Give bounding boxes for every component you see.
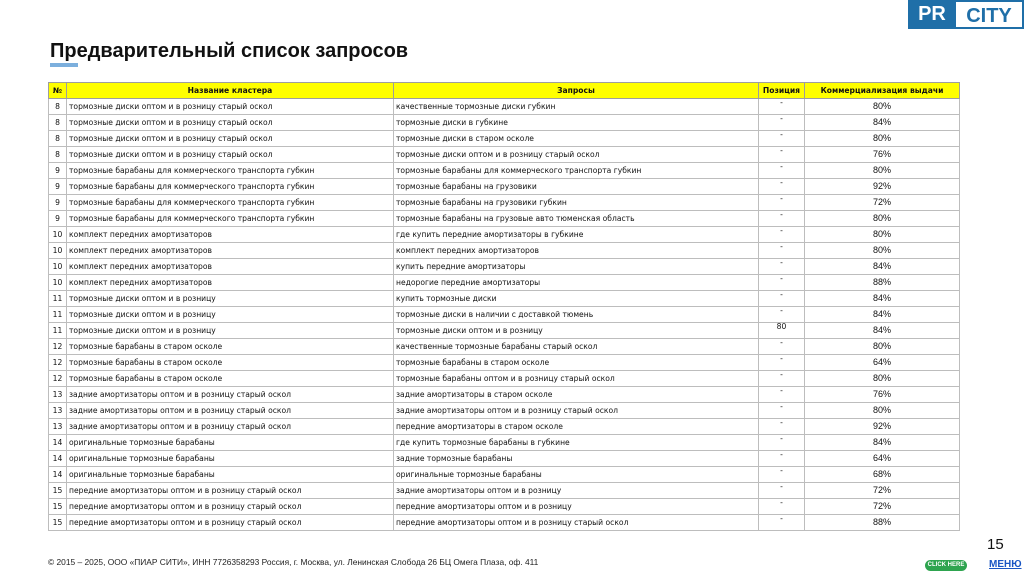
position-text: -	[780, 162, 783, 171]
row-number: 14	[49, 451, 67, 467]
position-text: -	[780, 210, 783, 219]
query-text: качественные тормозные диски губкин	[394, 99, 759, 115]
table-row	[49, 323, 960, 339]
commercialization-value: 72%	[805, 195, 960, 211]
position-value	[759, 131, 805, 147]
query-text: тормозные барабаны на грузовики губкин	[394, 195, 759, 211]
commercialization-value: 84%	[805, 307, 960, 323]
table-row	[49, 467, 960, 483]
position-text: -	[780, 450, 783, 459]
position-text: -	[780, 242, 783, 251]
commercialization-value: 84%	[805, 115, 960, 131]
position-text: 80	[776, 322, 787, 331]
query-text: тормозные барабаны оптом и в розницу старый оскол	[394, 371, 759, 387]
row-number: 15	[49, 515, 67, 531]
row-number: 10	[49, 227, 67, 243]
table-row	[49, 163, 960, 179]
position-value	[759, 99, 805, 115]
position-text: -	[780, 114, 783, 123]
table-body	[49, 99, 960, 531]
table-row	[49, 291, 960, 307]
cluster-name: комплект передних амортизаторов	[67, 227, 394, 243]
cluster-name: задние амортизаторы оптом и в розницу старый оскол	[67, 419, 394, 435]
commercialization-value: 80%	[805, 227, 960, 243]
table-row	[49, 483, 960, 499]
position-value	[759, 211, 805, 227]
position-value	[759, 275, 805, 291]
row-number: 15	[49, 499, 67, 515]
cluster-name: тормозные барабаны для коммерческого транспорта губкин	[67, 163, 394, 179]
cluster-name: комплект передних амортизаторов	[67, 275, 394, 291]
query-text: комплект передних амортизаторов	[394, 243, 759, 259]
table-row	[49, 339, 960, 355]
commercialization-value: 80%	[805, 131, 960, 147]
position-text: -	[780, 274, 783, 283]
commercialization-value: 72%	[805, 483, 960, 499]
title-underline	[50, 63, 78, 67]
row-number: 15	[49, 483, 67, 499]
logo-city: CITY	[956, 0, 1024, 29]
table-row	[49, 243, 960, 259]
query-text: задние амортизаторы оптом и в розницу старый оскол	[394, 403, 759, 419]
commercialization-value: 84%	[805, 259, 960, 275]
table-row	[49, 419, 960, 435]
table-row	[49, 179, 960, 195]
position-value	[759, 259, 805, 275]
query-text: передние амортизаторы в старом осколе	[394, 419, 759, 435]
row-number: 10	[49, 275, 67, 291]
cluster-name: тормозные диски оптом и в розницу старый оскол	[67, 115, 394, 131]
position-text: -	[780, 338, 783, 347]
query-text: передние амортизаторы оптом и в розницу	[394, 499, 759, 515]
position-value	[759, 243, 805, 259]
query-text: передние амортизаторы оптом и в розницу старый оскол	[394, 515, 759, 531]
cluster-name: задние амортизаторы оптом и в розницу старый оскол	[67, 387, 394, 403]
commercialization-value: 80%	[805, 339, 960, 355]
cluster-name: тормозные барабаны в старом осколе	[67, 371, 394, 387]
position-text: -	[780, 258, 783, 267]
cluster-name: тормозные барабаны в старом осколе	[67, 355, 394, 371]
cluster-name: передние амортизаторы оптом и в розницу старый оскол	[67, 499, 394, 515]
position-text: -	[780, 386, 783, 395]
query-text: тормозные барабаны на грузовики	[394, 179, 759, 195]
position-value	[759, 483, 805, 499]
commercialization-value: 88%	[805, 275, 960, 291]
table-row	[49, 387, 960, 403]
commercialization-value: 80%	[805, 403, 960, 419]
query-text: оригинальные тормозные барабаны	[394, 467, 759, 483]
header-number: №	[49, 83, 67, 99]
row-number: 14	[49, 467, 67, 483]
position-text: -	[780, 354, 783, 363]
page-title: Предварительный список запросов	[50, 40, 409, 62]
position-value	[759, 371, 805, 387]
row-number: 14	[49, 435, 67, 451]
cluster-name: оригинальные тормозные барабаны	[67, 467, 394, 483]
cluster-name: тормозные диски оптом и в розницу	[67, 291, 394, 307]
row-number: 9	[49, 163, 67, 179]
position-value	[759, 147, 805, 163]
position-text: -	[780, 178, 783, 187]
row-number: 9	[49, 195, 67, 211]
query-text: купить передние амортизаторы	[394, 259, 759, 275]
click-here-button[interactable]: CLICK HERE	[925, 560, 967, 571]
position-text: -	[780, 466, 783, 475]
commercialization-value: 88%	[805, 515, 960, 531]
commercialization-value: 84%	[805, 291, 960, 307]
table-header-row	[49, 83, 960, 99]
position-value	[759, 515, 805, 531]
table-row	[49, 499, 960, 515]
queries-table	[48, 82, 960, 531]
row-number: 12	[49, 339, 67, 355]
position-value	[759, 435, 805, 451]
table-row	[49, 259, 960, 275]
position-value	[759, 467, 805, 483]
table-row	[49, 435, 960, 451]
logo-pr: PR	[908, 0, 956, 29]
position-value	[759, 355, 805, 371]
position-text: -	[780, 146, 783, 155]
row-number: 8	[49, 99, 67, 115]
commercialization-value: 64%	[805, 355, 960, 371]
cluster-name: оригинальные тормозные барабаны	[67, 451, 394, 467]
table-row	[49, 131, 960, 147]
commercialization-value: 92%	[805, 179, 960, 195]
position-value	[759, 115, 805, 131]
position-value	[759, 195, 805, 211]
row-number: 13	[49, 387, 67, 403]
commercialization-value: 68%	[805, 467, 960, 483]
row-number: 12	[49, 355, 67, 371]
cluster-name: тормозные диски оптом и в розницу	[67, 323, 394, 339]
commercialization-value: 80%	[805, 371, 960, 387]
commercialization-value: 72%	[805, 499, 960, 515]
position-value	[759, 451, 805, 467]
position-value	[759, 403, 805, 419]
commercialization-value: 84%	[805, 435, 960, 451]
position-text: -	[780, 482, 783, 491]
page-number: 15	[987, 536, 1004, 553]
query-text: тормозные барабаны для коммерческого транспорта губкин	[394, 163, 759, 179]
position-value	[759, 227, 805, 243]
cluster-name: тормозные диски оптом и в розницу старый оскол	[67, 99, 394, 115]
position-text: -	[780, 226, 783, 235]
position-text: -	[780, 498, 783, 507]
position-value	[759, 387, 805, 403]
table-row	[49, 451, 960, 467]
row-number: 13	[49, 419, 67, 435]
commercialization-value: 80%	[805, 243, 960, 259]
row-number: 10	[49, 243, 67, 259]
commercialization-value: 64%	[805, 451, 960, 467]
position-value	[759, 499, 805, 515]
commercialization-value: 92%	[805, 419, 960, 435]
row-number: 8	[49, 115, 67, 131]
position-text: -	[780, 290, 783, 299]
header-position: Позиция	[759, 83, 805, 99]
query-text: недорогие передние амортизаторы	[394, 275, 759, 291]
header-commercialization: Коммерциализация выдачи	[805, 83, 960, 99]
table-row	[49, 307, 960, 323]
position-value	[759, 179, 805, 195]
cluster-name: комплект передних амортизаторов	[67, 243, 394, 259]
query-text: тормозные диски в старом осколе	[394, 131, 759, 147]
cluster-name: тормозные диски оптом и в розницу	[67, 307, 394, 323]
table-row	[49, 275, 960, 291]
row-number: 10	[49, 259, 67, 275]
position-text: -	[780, 434, 783, 443]
commercialization-value: 76%	[805, 147, 960, 163]
table-row	[49, 115, 960, 131]
position-text: -	[780, 514, 783, 523]
position-text: -	[780, 98, 783, 107]
commercialization-value: 80%	[805, 211, 960, 227]
query-text: тормозные диски оптом и в розницу старый оскол	[394, 147, 759, 163]
position-value	[759, 307, 805, 323]
position-text: -	[780, 194, 783, 203]
menu-link[interactable]: МЕНЮ	[989, 559, 1022, 570]
table-row	[49, 403, 960, 419]
query-text: задние амортизаторы в старом осколе	[394, 387, 759, 403]
row-number: 12	[49, 371, 67, 387]
row-number: 11	[49, 291, 67, 307]
query-text: качественные тормозные барабаны старый оскол	[394, 339, 759, 355]
query-text: тормозные барабаны в старом осколе	[394, 355, 759, 371]
table-row	[49, 195, 960, 211]
header-queries: Запросы	[394, 83, 759, 99]
position-text: -	[780, 370, 783, 379]
position-text: -	[780, 402, 783, 411]
position-value	[759, 291, 805, 307]
position-value	[759, 419, 805, 435]
query-text: задние тормозные барабаны	[394, 451, 759, 467]
cluster-name: тормозные диски оптом и в розницу старый оскол	[67, 131, 394, 147]
commercialization-value: 84%	[805, 323, 960, 339]
query-text: где купить передние амортизаторы в губкине	[394, 227, 759, 243]
commercialization-value: 76%	[805, 387, 960, 403]
cluster-name: оригинальные тормозные барабаны	[67, 435, 394, 451]
cluster-name: передние амортизаторы оптом и в розницу старый оскол	[67, 483, 394, 499]
cluster-name: задние амортизаторы оптом и в розницу старый оскол	[67, 403, 394, 419]
cluster-name: тормозные диски оптом и в розницу старый оскол	[67, 147, 394, 163]
position-value	[759, 339, 805, 355]
position-value	[759, 323, 805, 339]
table-row	[49, 211, 960, 227]
table-row	[49, 355, 960, 371]
query-text: где купить тормозные барабаны в губкине	[394, 435, 759, 451]
position-text: -	[780, 130, 783, 139]
cluster-name: комплект передних амортизаторов	[67, 259, 394, 275]
row-number: 8	[49, 131, 67, 147]
prcity-logo[interactable]	[908, 0, 1024, 29]
table-row	[49, 99, 960, 115]
footer-copyright: © 2015 – 2025, ООО «ПИАР СИТИ», ИНН 7726358293 Россия, г. Москва, ул. Ленинская Слобода 26 БЦ Омега Плаза, оф. 411	[48, 557, 539, 567]
row-number: 11	[49, 307, 67, 323]
cluster-name: тормозные барабаны для коммерческого транспорта губкин	[67, 195, 394, 211]
row-number: 11	[49, 323, 67, 339]
table-row	[49, 371, 960, 387]
query-text: купить тормозные диски	[394, 291, 759, 307]
row-number: 13	[49, 403, 67, 419]
position-text: -	[780, 418, 783, 427]
query-text: задние амортизаторы оптом и в розницу	[394, 483, 759, 499]
cluster-name: тормозные барабаны в старом осколе	[67, 339, 394, 355]
query-text: тормозные диски оптом и в розницу	[394, 323, 759, 339]
commercialization-value: 80%	[805, 99, 960, 115]
table-row	[49, 227, 960, 243]
query-text: тормозные барабаны на грузовые авто тюменская область	[394, 211, 759, 227]
cluster-name: передние амортизаторы оптом и в розницу старый оскол	[67, 515, 394, 531]
cluster-name: тормозные барабаны для коммерческого транспорта губкин	[67, 211, 394, 227]
commercialization-value: 80%	[805, 163, 960, 179]
row-number: 8	[49, 147, 67, 163]
row-number: 9	[49, 179, 67, 195]
query-text: тормозные диски в губкине	[394, 115, 759, 131]
header-cluster: Название кластера	[67, 83, 394, 99]
position-value	[759, 163, 805, 179]
position-text: -	[780, 306, 783, 315]
table-row	[49, 515, 960, 531]
query-text: тормозные диски в наличии с доставкой тюмень	[394, 307, 759, 323]
cluster-name: тормозные барабаны для коммерческого транспорта губкин	[67, 179, 394, 195]
table-row	[49, 147, 960, 163]
row-number: 9	[49, 211, 67, 227]
